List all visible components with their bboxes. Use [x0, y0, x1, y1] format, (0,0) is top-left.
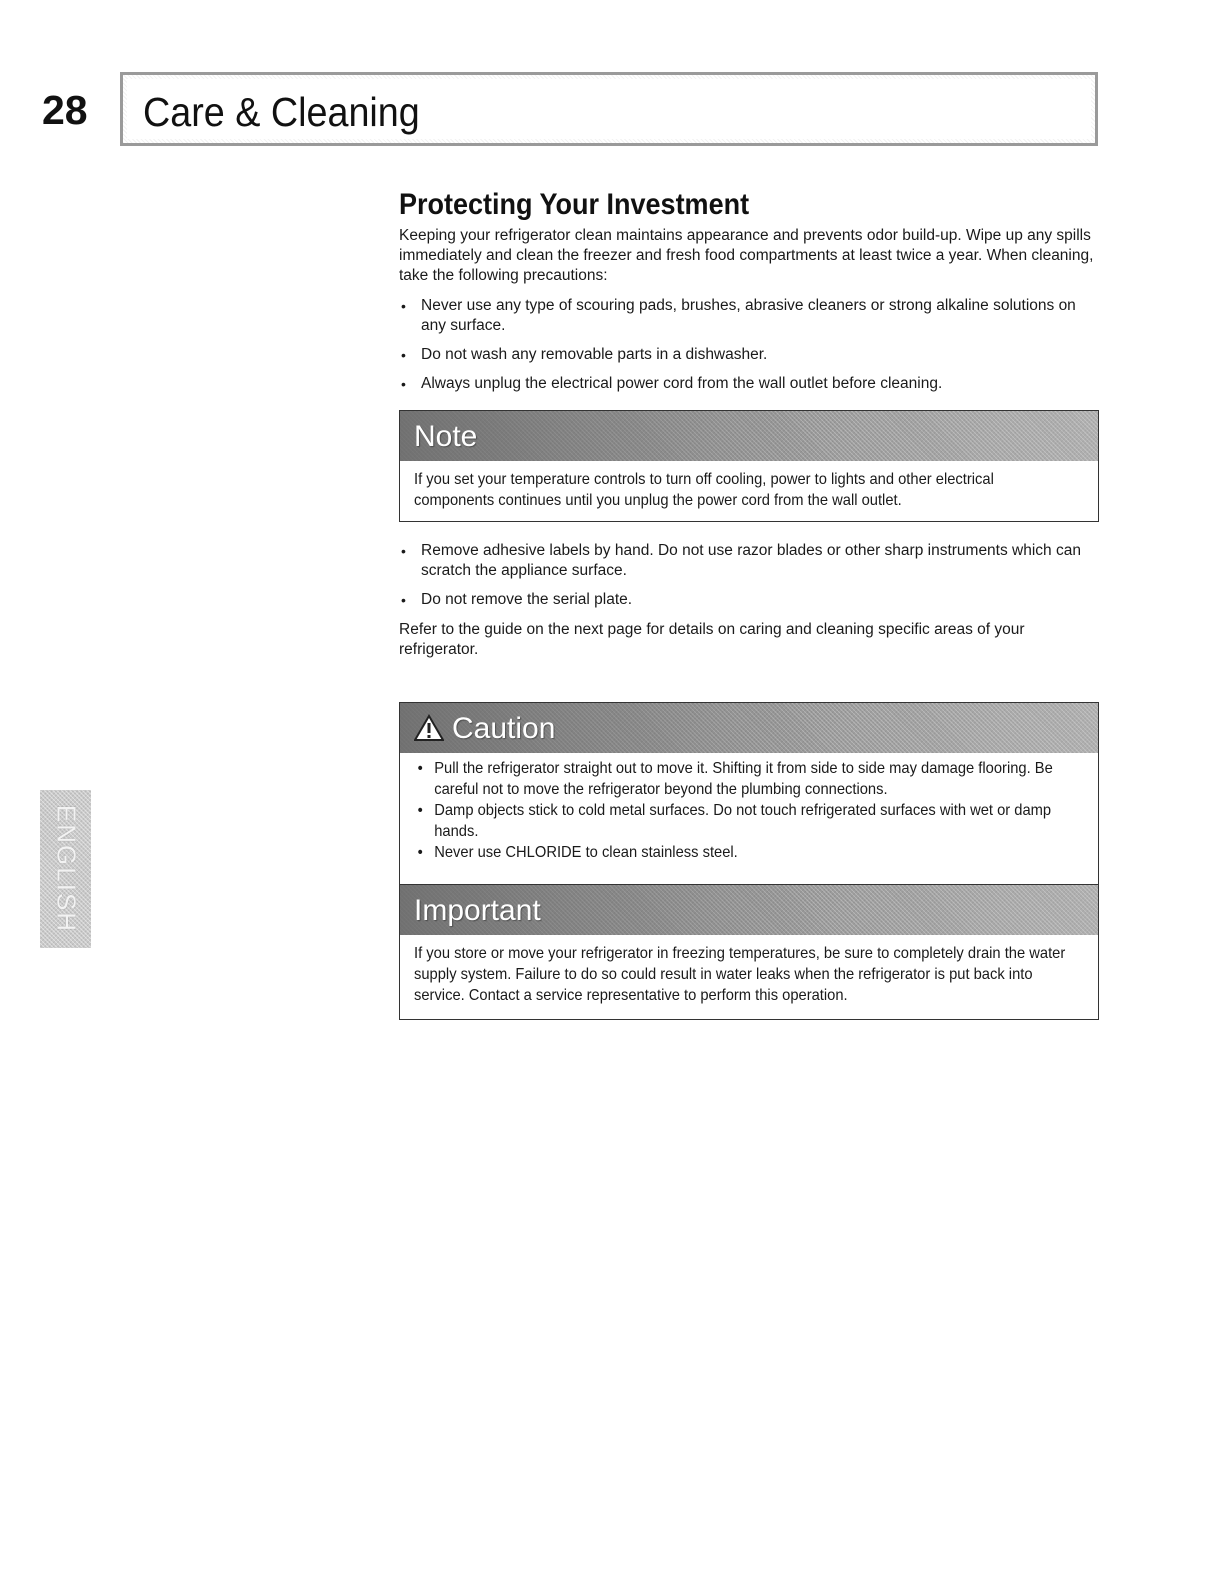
caution-box	[399, 702, 1099, 884]
more-precautions-list	[399, 541, 1099, 610]
note-header	[400, 411, 1098, 461]
page-number: 28	[42, 87, 88, 133]
caution-header	[400, 703, 1098, 753]
chapter-title-box	[120, 72, 1098, 146]
caution-title-wrap	[414, 709, 555, 749]
important-body	[400, 935, 1098, 1006]
precautions-list	[399, 296, 1099, 394]
important-header	[400, 885, 1098, 935]
note-title: Note	[414, 420, 478, 453]
list-item: • Always unplug the electrical power cord from the wall outlet before cleaning.	[399, 374, 1099, 394]
caution-body	[400, 753, 1098, 863]
important-text: If you store or move your refrigerator in freezing temperatures, be sure to completely drain the water supply system. Failure to do so could result in water leaks when the refrigerator is put back into service. Contact a service representative to perform this operation.	[414, 945, 1066, 1004]
caution-list	[414, 758, 1076, 863]
important-box	[399, 884, 1099, 1020]
secondary-content	[399, 541, 1099, 660]
note-box	[399, 410, 1099, 522]
main-content	[399, 186, 1099, 403]
caution-list-wrap	[414, 758, 1076, 863]
caution-title: Caution	[452, 712, 556, 745]
section-heading: Protecting Your Investment	[399, 188, 750, 221]
list-item: • Damp objects stick to cold metal surfaces. Do not touch refrigerated surfaces with wet or damp hands.	[414, 800, 1076, 842]
list-item: • Do not wash any removable parts in a dishwasher.	[399, 345, 1099, 365]
language-tab-label: ENGLISH	[51, 804, 81, 934]
list-item: • Do not remove the serial plate.	[399, 590, 1099, 610]
language-tab	[40, 790, 91, 948]
list-item: • Never use any type of scouring pads, brushes, abrasive cleaners or strong alkaline solutions on any surface.	[399, 296, 1099, 336]
list-item: • Remove adhesive labels by hand. Do not use razor blades or other sharp instruments which can scratch the appliance surface.	[399, 541, 1099, 581]
closing-paragraph: Refer to the guide on the next page for details on caring and cleaning specific areas of your refrigerator.	[399, 621, 1025, 658]
important-title: Important	[414, 894, 541, 927]
chapter-title: Care & Cleaning	[143, 89, 420, 135]
note-body	[400, 461, 1098, 511]
warning-icon	[414, 714, 444, 742]
intro-paragraph: Keeping your refrigerator clean maintains appearance and prevents odor build-up. Wipe up any spills immediately and clean the freezer and fresh food compartments at least twice a year. When cleaning, take the following precautions:	[399, 227, 1094, 284]
chapter-title-inner	[127, 79, 1091, 139]
list-item: • Pull the refrigerator straight out to move it. Shifting it from side to side may damage flooring. Be careful not to move the refrigerator beyond the plumbing connections.	[414, 758, 1076, 800]
list-item: • Never use CHLORIDE to clean stainless steel.	[414, 842, 1076, 863]
note-text: If you set your temperature controls to turn off cooling, power to lights and other electrical components continues until you unplug the power cord from the wall outlet.	[414, 471, 994, 509]
